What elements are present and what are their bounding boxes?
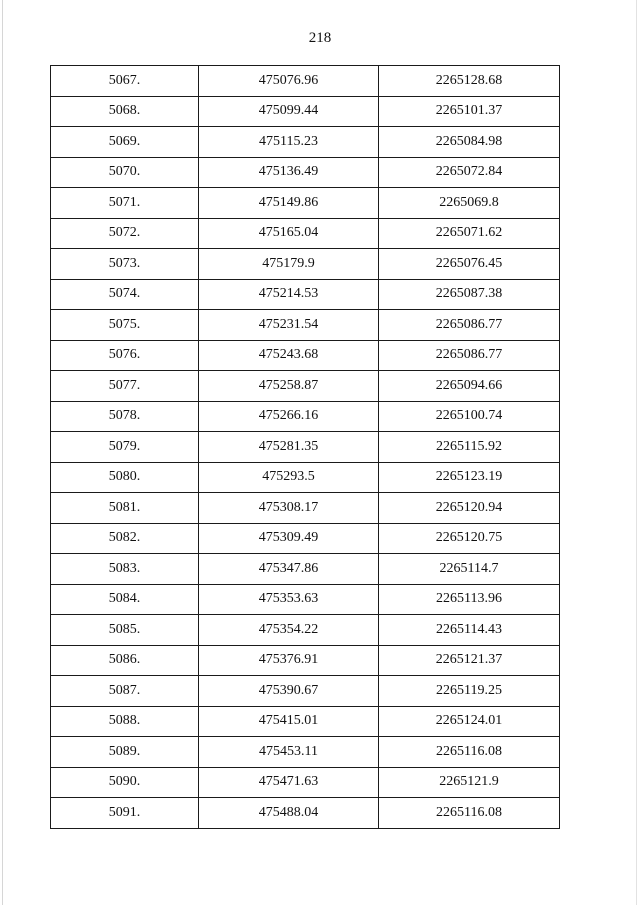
point-number-cell: 5075.	[51, 310, 199, 341]
y-coordinate-cell: 2265114.7	[379, 554, 560, 585]
table-row	[51, 127, 560, 158]
x-coordinate-cell: 475415.01	[199, 706, 379, 737]
x-coordinate-cell: 475308.17	[199, 493, 379, 524]
x-coordinate-cell: 475165.04	[199, 218, 379, 249]
y-coordinate-cell: 2265124.01	[379, 706, 560, 737]
x-coordinate-cell: 475258.87	[199, 371, 379, 402]
y-coordinate-cell: 2265116.08	[379, 737, 560, 768]
table-row	[51, 310, 560, 341]
coordinates-table-body	[51, 66, 560, 829]
y-coordinate-cell: 2265121.37	[379, 645, 560, 676]
table-row	[51, 737, 560, 768]
x-coordinate-cell: 475149.86	[199, 188, 379, 219]
point-number-cell: 5074.	[51, 279, 199, 310]
x-coordinate-cell: 475214.53	[199, 279, 379, 310]
coordinates-table	[50, 65, 560, 829]
table-row	[51, 157, 560, 188]
x-coordinate-cell: 475347.86	[199, 554, 379, 585]
point-number-cell: 5076.	[51, 340, 199, 371]
table-row	[51, 676, 560, 707]
table-row	[51, 798, 560, 829]
scan-edge-right	[636, 0, 637, 905]
point-number-cell: 5085.	[51, 615, 199, 646]
y-coordinate-cell: 2265072.84	[379, 157, 560, 188]
table-row	[51, 767, 560, 798]
point-number-cell: 5068.	[51, 96, 199, 127]
point-number-cell: 5088.	[51, 706, 199, 737]
y-coordinate-cell: 2265120.75	[379, 523, 560, 554]
table-row	[51, 615, 560, 646]
point-number-cell: 5083.	[51, 554, 199, 585]
x-coordinate-cell: 475453.11	[199, 737, 379, 768]
point-number-cell: 5067.	[51, 66, 199, 97]
table-row	[51, 96, 560, 127]
x-coordinate-cell: 475353.63	[199, 584, 379, 615]
table-row	[51, 188, 560, 219]
x-coordinate-cell: 475136.49	[199, 157, 379, 188]
table-row	[51, 340, 560, 371]
table-row	[51, 523, 560, 554]
point-number-cell: 5089.	[51, 737, 199, 768]
y-coordinate-cell: 2265119.25	[379, 676, 560, 707]
point-number-cell: 5078.	[51, 401, 199, 432]
point-number-cell: 5080.	[51, 462, 199, 493]
table-row	[51, 371, 560, 402]
y-coordinate-cell: 2265086.77	[379, 340, 560, 371]
x-coordinate-cell: 475179.9	[199, 249, 379, 280]
x-coordinate-cell: 475076.96	[199, 66, 379, 97]
table-row	[51, 462, 560, 493]
y-coordinate-cell: 2265094.66	[379, 371, 560, 402]
point-number-cell: 5090.	[51, 767, 199, 798]
table-row	[51, 493, 560, 524]
x-coordinate-cell: 475376.91	[199, 645, 379, 676]
point-number-cell: 5086.	[51, 645, 199, 676]
y-coordinate-cell: 2265120.94	[379, 493, 560, 524]
y-coordinate-cell: 2265115.92	[379, 432, 560, 463]
y-coordinate-cell: 2265114.43	[379, 615, 560, 646]
point-number-cell: 5081.	[51, 493, 199, 524]
x-coordinate-cell: 475231.54	[199, 310, 379, 341]
point-number-cell: 5084.	[51, 584, 199, 615]
y-coordinate-cell: 2265116.08	[379, 798, 560, 829]
y-coordinate-cell: 2265100.74	[379, 401, 560, 432]
y-coordinate-cell: 2265113.96	[379, 584, 560, 615]
x-coordinate-cell: 475115.23	[199, 127, 379, 158]
table-row	[51, 706, 560, 737]
table-row	[51, 279, 560, 310]
point-number-cell: 5091.	[51, 798, 199, 829]
x-coordinate-cell: 475266.16	[199, 401, 379, 432]
x-coordinate-cell: 475099.44	[199, 96, 379, 127]
y-coordinate-cell: 2265084.98	[379, 127, 560, 158]
x-coordinate-cell: 475354.22	[199, 615, 379, 646]
coordinates-table-container	[50, 65, 559, 829]
page-number: 218	[308, 30, 332, 46]
x-coordinate-cell: 475471.63	[199, 767, 379, 798]
table-row	[51, 66, 560, 97]
table-row	[51, 432, 560, 463]
x-coordinate-cell: 475281.35	[199, 432, 379, 463]
y-coordinate-cell: 2265101.37	[379, 96, 560, 127]
scan-edge-left	[2, 0, 3, 905]
y-coordinate-cell: 2265087.38	[379, 279, 560, 310]
table-row	[51, 401, 560, 432]
x-coordinate-cell: 475309.49	[199, 523, 379, 554]
y-coordinate-cell: 2265076.45	[379, 249, 560, 280]
point-number-cell: 5072.	[51, 218, 199, 249]
point-number-cell: 5087.	[51, 676, 199, 707]
y-coordinate-cell: 2265086.77	[379, 310, 560, 341]
x-coordinate-cell: 475390.67	[199, 676, 379, 707]
point-number-cell: 5073.	[51, 249, 199, 280]
y-coordinate-cell: 2265128.68	[379, 66, 560, 97]
point-number-cell: 5079.	[51, 432, 199, 463]
point-number-cell: 5069.	[51, 127, 199, 158]
table-row	[51, 249, 560, 280]
x-coordinate-cell: 475293.5	[199, 462, 379, 493]
table-row	[51, 584, 560, 615]
y-coordinate-cell: 2265121.9	[379, 767, 560, 798]
table-row	[51, 218, 560, 249]
y-coordinate-cell: 2265069.8	[379, 188, 560, 219]
x-coordinate-cell: 475243.68	[199, 340, 379, 371]
table-row	[51, 645, 560, 676]
y-coordinate-cell: 2265123.19	[379, 462, 560, 493]
point-number-cell: 5082.	[51, 523, 199, 554]
point-number-cell: 5070.	[51, 157, 199, 188]
point-number-cell: 5071.	[51, 188, 199, 219]
point-number-cell: 5077.	[51, 371, 199, 402]
x-coordinate-cell: 475488.04	[199, 798, 379, 829]
table-row	[51, 554, 560, 585]
y-coordinate-cell: 2265071.62	[379, 218, 560, 249]
